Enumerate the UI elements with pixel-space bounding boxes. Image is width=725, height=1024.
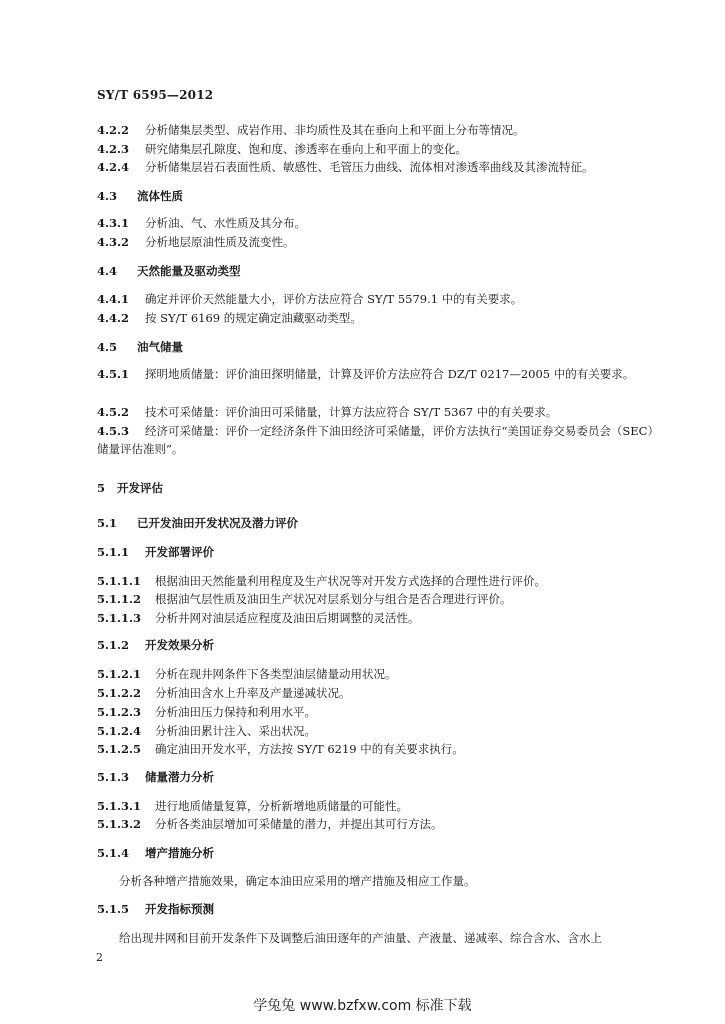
clause-text: 分析储集层岩石表面性质、敏感性、毛管压力曲线、流体相对渗透率曲线及其渗流特征。 — [145, 160, 594, 174]
clause-number: 5.1.1.2 — [97, 592, 142, 606]
section-5-1-4-title — [97, 844, 677, 862]
clause-text: 经济可采储量：评价一定经济条件下油田经济可采储量，评价方法执行“美国证券交易委员会（SEC）储量评估准则”。 — [97, 424, 659, 456]
clause-number: 5.1.2.4 — [97, 724, 142, 738]
clause-number: 5.1.2.1 — [97, 667, 142, 681]
clause-text: 分析在现井网条件下各类型油层储量动用状况。 — [155, 667, 397, 681]
clause-number: 5.1.3.2 — [97, 817, 142, 831]
section-title: 开发指标预测 — [145, 902, 214, 916]
clause-4-5-2 — [97, 403, 677, 421]
clause-text: 分析油田累计注入、采出状况。 — [155, 724, 316, 738]
clause-number: 5.1.2.2 — [97, 686, 142, 700]
section-number: 5.1.2 — [97, 638, 130, 652]
paragraph-text: 分析各种增产措施效果，确定本油田应采用的增产措施及相应工作量。 — [119, 874, 476, 888]
clause-4-2-3 — [97, 140, 677, 158]
section-number: 5.1.4 — [97, 846, 130, 860]
clause-number: 4.2.3 — [97, 142, 130, 156]
section-4-3-title — [97, 187, 677, 205]
section-title: 增产措施分析 — [145, 846, 214, 860]
section-number: 5.1.1 — [97, 545, 130, 559]
clause-5-1-2-2 — [97, 684, 677, 702]
chapter-5-title — [97, 479, 677, 497]
clause-5-1-3-1 — [97, 797, 677, 815]
section-5-1-title — [97, 514, 677, 532]
clause-number: 4.5.3 — [97, 424, 130, 438]
clause-text: 分析地层原油性质及流变性。 — [145, 235, 295, 249]
section-number: 5.1 — [97, 516, 118, 530]
section-5-1-3-title — [97, 768, 677, 786]
clause-5-1-1-1 — [97, 572, 677, 590]
doc-header: SY/T 6595—2012 — [97, 88, 214, 102]
section-number: 5.1.3 — [97, 770, 130, 784]
clause-number: 4.2.4 — [97, 160, 130, 174]
section-title: 天然能量及驱动类型 — [137, 264, 241, 278]
paragraph-5-1-5 — [97, 929, 677, 947]
clause-number: 4.5.2 — [97, 405, 130, 419]
clause-5-1-1-3 — [97, 609, 677, 627]
paragraph-text: 给出现井网和目前开发条件下及调整后油田逐年的产油量、产液量、递减率、综合含水、含水上 — [119, 931, 602, 945]
clause-5-1-3-2 — [97, 815, 677, 833]
section-number: 4.3 — [97, 189, 118, 203]
section-title: 已开发油田开发状况及潜力评价 — [137, 516, 298, 530]
section-4-5-title — [97, 338, 677, 356]
clause-4-2-4 — [97, 158, 677, 176]
clause-number: 5.1.1.1 — [97, 574, 142, 588]
section-4-4-title — [97, 262, 677, 280]
clause-4-3-1 — [97, 214, 677, 232]
clause-text: 根据油田天然能量利用程度及生产状况等对开发方式选择的合理性进行评价。 — [155, 574, 546, 588]
clause-4-4-1 — [97, 290, 677, 308]
section-title: 储量潜力分析 — [145, 770, 214, 784]
clause-number: 4.2.2 — [97, 123, 130, 137]
section-5-1-2-title — [97, 636, 677, 654]
clause-5-1-2-5 — [97, 740, 677, 758]
clause-text: 研究储集层孔隙度、饱和度、渗透率在垂向上和平面上的变化。 — [145, 142, 467, 156]
page-number: 2 — [96, 951, 103, 964]
clause-text: 确定并评价天然能量大小，评价方法应符合 SY/T 5579.1 中的有关要求。 — [145, 292, 523, 306]
clause-number: 4.3.2 — [97, 235, 130, 249]
clause-number: 5.1.1.3 — [97, 611, 142, 625]
clause-5-1-1-2 — [97, 590, 677, 608]
clause-number: 5.1.2.3 — [97, 705, 142, 719]
clause-number: 5.1.3.1 — [97, 799, 142, 813]
section-number: 4.5 — [97, 340, 118, 354]
footer-watermark: 学兔兔 www.bzfxw.com 标准下载 — [253, 998, 472, 1014]
clause-number: 4.3.1 — [97, 216, 130, 230]
clause-number: 4.4.1 — [97, 292, 130, 306]
clause-number: 4.4.2 — [97, 311, 130, 325]
clause-text: 按 SY/T 6169 的规定确定油藏驱动类型。 — [145, 311, 362, 325]
clause-text: 分析油田压力保持和利用水平。 — [155, 705, 316, 719]
clause-text: 技术可采储量：评价油田可采储量，计算方法应符合 SY/T 5367 中的有关要求。 — [145, 405, 558, 419]
clause-text: 进行地质储量复算，分析新增地质储量的可能性。 — [155, 799, 408, 813]
clause-number: 4.5.1 — [97, 367, 130, 381]
paragraph-5-1-4 — [97, 872, 677, 890]
section-title: 开发部署评价 — [145, 545, 214, 559]
clause-4-5-3 — [97, 422, 669, 458]
clause-text: 根据油气层性质及油田生产状况对层系划分与组合是否合理进行评价。 — [155, 592, 512, 606]
section-5-1-5-title — [97, 900, 677, 918]
clause-text: 分析井网对油层适应程度及油田后期调整的灵活性。 — [155, 611, 420, 625]
clause-5-1-2-1 — [97, 665, 677, 683]
clause-text: 分析油田含水上升率及产量递减状况。 — [155, 686, 351, 700]
chapter-number: 5 — [97, 481, 106, 495]
section-title: 油气储量 — [137, 340, 183, 354]
clause-text: 探明地质储量：评价油田探明储量，计算及评价方法应符合 DZ/T 0217—2005 中的有关要求。 — [145, 367, 635, 381]
clause-4-3-2 — [97, 233, 677, 251]
clause-4-5-1 — [97, 365, 669, 383]
section-number: 4.4 — [97, 264, 118, 278]
clause-text: 确定油田开发水平，方法按 SY/T 6219 中的有关要求执行。 — [155, 742, 464, 756]
clause-4-2-2 — [97, 121, 677, 139]
clause-number: 5.1.2.5 — [97, 742, 142, 756]
section-5-1-1-title — [97, 543, 677, 561]
section-number: 5.1.5 — [97, 902, 130, 916]
clause-4-4-2 — [97, 309, 677, 327]
chapter-title: 开发评估 — [117, 481, 163, 495]
clause-text: 分析各类油层增加可采储量的潜力，并提出其可行方法。 — [155, 817, 443, 831]
clause-text: 分析储集层类型、成岩作用、非均质性及其在垂向上和平面上分布等情况。 — [145, 123, 525, 137]
section-title: 流体性质 — [137, 189, 183, 203]
section-title: 开发效果分析 — [145, 638, 214, 652]
clause-5-1-2-4 — [97, 722, 677, 740]
clause-text: 分析油、气、水性质及其分布。 — [145, 216, 306, 230]
clause-5-1-2-3 — [97, 703, 677, 721]
